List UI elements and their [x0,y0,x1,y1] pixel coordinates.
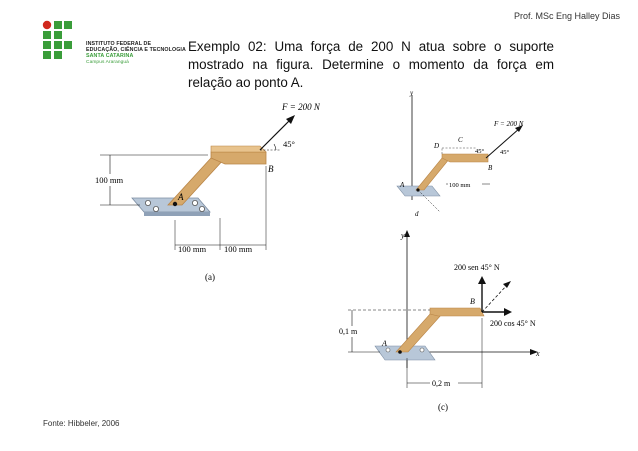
label-d-dist: d [415,210,419,218]
label-d: D [434,142,440,150]
force-label-b: F = 200 N [494,120,524,128]
problem-statement: Exemplo 02: Uma força de 200 N atua sobre o suporte mostrado na figura. Determine o momento da força em relação ao ponto A. [188,39,554,90]
point-a-dot [173,202,177,206]
label-a-b: A [400,181,405,189]
figure-a [90,100,320,285]
angle-label-b2: 45° [500,149,510,156]
axis-x-c: x [536,349,540,358]
dim1: 100 mm [178,244,207,254]
axis-y-b: y [410,90,414,97]
label-a-c: A [382,339,387,348]
caption-c: (c) [438,402,448,412]
label-a: A [178,192,184,202]
force-label: F = 200 N [282,102,320,112]
institution-line2: EDUCAÇÃO, CIÊNCIA E TECNOLOGIA [86,46,186,53]
angle-label-b1: 45° [475,148,485,155]
institution-line1: INSTITUTO FEDERAL DE [86,41,152,47]
institution-line3: SANTA CATARINA [86,52,134,59]
height-dim: 100 mm [95,175,124,185]
label-b-c: B [470,297,475,306]
axis-y-c: y [401,231,405,240]
label-b-b: B [488,164,493,172]
dim2: 100 mm [224,244,253,254]
author-credit: Prof. MSc Eng Halley Dias [513,11,620,21]
caption-a: (a) [205,272,215,282]
vertical-component: 200 sen 45° N [454,263,500,272]
figure-b [382,90,562,220]
label-b: B [268,164,274,174]
dim-b: 100 mm [449,182,471,189]
institution-campus: Campus Araranguá [86,59,129,65]
institution-logo [42,20,82,68]
dim-c: 0,2 m [432,379,451,388]
angle-label: 45° [283,139,295,149]
label-c: C [458,136,463,144]
horizontal-component: 200 cos 45° N [490,319,536,328]
logo-red-dot [43,21,51,29]
height-dim-c: 0,1 m [339,327,358,336]
figure-c [330,228,570,418]
source-citation: Fonte: Hibbeler, 2006 [43,419,120,428]
institution-name [86,42,186,65]
